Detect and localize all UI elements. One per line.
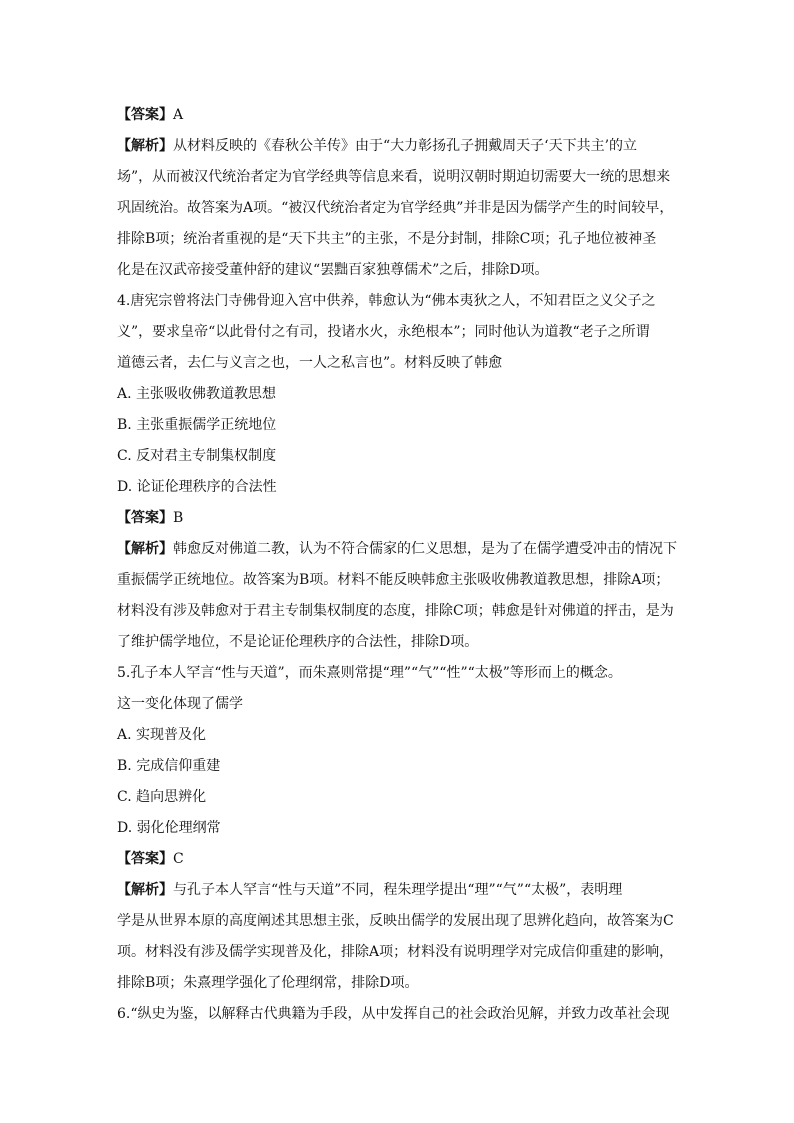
analysis-line: 排除B项；朱熹理学强化了伦理纲常，排除D项。 (117, 975, 419, 991)
answer-line (117, 100, 677, 131)
analysis-line: 化是在汉武帝接受董仲舒的建议“罢黜百家独尊儒术”之后，排除D项。 (117, 262, 549, 278)
question-4-stem: 道德云者，去仁与义言之也，一人之私言也”。材料反映了韩愈 (117, 355, 503, 371)
answer-line (117, 503, 677, 534)
answer-value: A (173, 107, 184, 123)
question-4-stem: 义”，要求皇帝“以此骨付之有司，投诸水火，永绝根本”；同时他认为道教“老子之所谓 (117, 324, 650, 340)
option-b: B. 主张重振儒学正统地位 (117, 417, 277, 433)
option-d: D. 论证伦理秩序的合法性 (117, 479, 277, 495)
question-5-stem: 5.孔子本人罕言“性与天道”，而朱熹则常提“理”“气”“性”“太极”等形而上的概念。 (117, 665, 622, 681)
option-c: C. 趋向思辨化 (117, 789, 207, 805)
analysis-line: 材料没有涉及韩愈对于君主专制集权制度的态度，排除C项；韩愈是针对佛道的抨击，是为 (117, 603, 674, 619)
analysis-label: 【解析】 (117, 541, 173, 557)
analysis-label: 【解析】 (117, 138, 173, 154)
analysis-line: 项。材料没有涉及儒学实现普及化，排除A项；材料没有说明理学对完成信仰重建的影响， (117, 944, 674, 960)
option-d: D. 弱化伦理纲常 (117, 820, 221, 836)
analysis-line: 场”，从而被汉代统治者定为官学经典等信息来看，说明汉朝时期迫切需要大一统的思想来 (117, 169, 671, 185)
analysis-line: 学是从世界本原的高度阐述其思想主张，反映出儒学的发展出现了思辨化趋向，故答案为C (117, 913, 674, 929)
analysis-label: 【解析】 (117, 882, 173, 898)
question-5-stem: 这一变化体现了儒学 (117, 696, 243, 712)
answer-label: 【答案】 (117, 851, 173, 867)
analysis-line: 重振儒学正统地位。故答案为B项。材料不能反映韩愈主张吸收佛教道教思想，排除A项； (117, 572, 670, 588)
analysis-text: 与孔子本人罕言“性与天道”不同，程朱理学提出“理”“气”“太极”，表明理 (173, 882, 623, 898)
analysis-line: 巩固统治。故答案为A项。“被汉代统治者定为官学经典”并非是因为儒学产生的时间较早， (117, 200, 674, 216)
option-a: A. 实现普及化 (117, 727, 207, 743)
question-6-stem: 6.“纵史为鉴，以解释古代典籍为手段，从中发挥自己的社会政治见解，并致力改革社会现 (117, 1006, 670, 1022)
option-b: B. 完成信仰重建 (117, 758, 221, 774)
analysis-line: 排除B项；统治者重视的是“天下共主”的主张，不是分封制，排除C项；孔子地位被神圣 (117, 231, 657, 247)
document-body (117, 100, 677, 1030)
option-c: C. 反对君主专制集权制度 (117, 448, 277, 464)
option-a: A. 主张吸收佛教道教思想 (117, 386, 277, 402)
answer-value: B (173, 510, 184, 526)
analysis-text: 从材料反映的《春秋公羊传》由于“大力彰扬孔子拥戴周天子‘天下共主’的立 (173, 138, 638, 154)
answer-line (117, 844, 677, 875)
answer-label: 【答案】 (117, 510, 173, 526)
analysis-line (117, 534, 677, 565)
question-4-stem: 4.唐宪宗曾将法门寺佛骨迎入宫中供养，韩愈认为“佛本夷狄之人，不知君臣之义父子之 (117, 293, 656, 309)
analysis-text: 韩愈反对佛道二教，认为不符合儒家的仁义思想，是为了在儒学遭受冲击的情况下 (173, 541, 677, 557)
analysis-line: 了维护儒学地位，不是论证伦理秩序的合法性，排除D项。 (117, 634, 479, 650)
analysis-line (117, 875, 677, 906)
answer-value: C (173, 851, 184, 867)
answer-label: 【答案】 (117, 107, 173, 123)
analysis-line (117, 131, 677, 162)
